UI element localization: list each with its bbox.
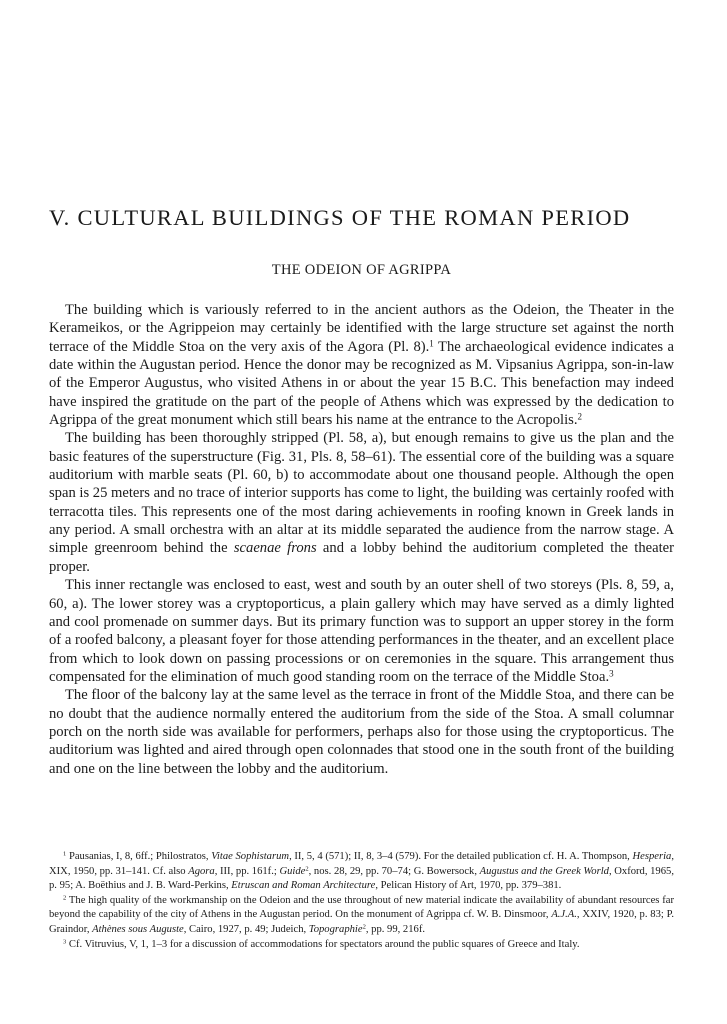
paragraph-2: The building has been thoroughly stripped (Pl. 58, a), but enough remains to give us the plan and the basic features of the superstructure (Fig. 31, Pls. 8, 58–61). The essential core of the building was a square auditorium with marble seats (Pl. 60, b) to accommodate about one thousand people. Although the open span is 25 meters and no trace of interior supports has come to light, the building was certainly roofed with terracotta tiles. This represents one of the most daring achievements in roofing known in Greek lands in any period. A small orchestra with an altar at its middle separated the audience from the narrow stage. A simple greenroom behind the scaenae frons and a lobby behind the auditorium completed the theater proper.: [49, 430, 674, 575]
footnote-1: $^1$ Pausanias, I, 8, 6ff.; Philostratos, Vitae Sophistarum, II, 5, 4 (571); II, 8, 3–4 (579). For the detailed publication cf. H. A. Thompson, Hesperia, XIX, 1950, pp. 31–141. Cf. also Agora, III, pp. 161f.; Guide$^2$, nos. 28, 29, pp. 70–74; G. Bowersock, Augustus and the Greek World, Oxford, 1965, p. 95; A. Boëthius and J. B. Ward-Perkins, Etruscan and Roman Architecture, Pelican History of Art, 1970, pp. 379–381.: [49, 850, 674, 892]
chapter-title: V. CULTURAL BUILDINGS OF THE ROMAN PERIOD: [49, 205, 631, 230]
footnote-ref-1[interactable]: 1: [429, 338, 434, 349]
footnotes: [49, 850, 674, 952]
paragraph-4: The floor of the balcony lay at the same level as the terrace in front of the Middle Stoa, and there can be no doubt that the audience normally entered the auditorium from the side of the Stoa. A small columnar porch on the north side was available for performers, perhaps also for those using the cryptoporticus. The auditorium was lighted and aired through open colonnades that stood one in the south front of the building and one on the line between the lobby and the auditorium.: [49, 687, 674, 777]
body-text: [49, 301, 674, 778]
paragraph-1: The building which is variously referred to in the ancient authors as the Odeion, the Theater in the Kerameikos, or the Agrippeion may certainly be identified with the large structure set against the north terrace of the Middle Stoa on the very axis of the Agora (Pl. 8).$^1$ The archaeological evidence indicates a date within the Augustan period. Hence the donor may be recognized as M. Vipsanius Agrippa, son-in-law of the Emperor Augustus, who visited Athens in or about the year 15 B.C. This benefaction may indeed have inspired the gratitude on the part of the people of Athens which was expressed by the dedication to Agrippa of the great monument which still bears his name at the entrance to the Acropolis.$^2$: [49, 302, 674, 429]
section-title: THE ODEION OF AGRIPPA: [271, 262, 452, 278]
footnote-2: $^2$ The high quality of the workmanship on the Odeion and the use throughout of new material indicate the availability of abundant resources far beyond the capability of the city of Athens in the Augustan period. On the monument of Agrippa cf. W. B. Dinsmoor, A.J.A., XXIV, 1920, p. 83; P. Graindor, Athènes sous Auguste, Cairo, 1927, p. 49; Judeich, Topographie$^2$, pp. 99, 216f.: [49, 894, 674, 935]
footnote-ref-2[interactable]: 2: [577, 411, 582, 422]
footnote-ref-3[interactable]: 3: [609, 668, 614, 679]
paragraph-3: This inner rectangle was enclosed to east, west and south by an outer shell of two storeys (Pls. 8, 59, a, 60, a). The lower storey was a cryptoporticus, a plain gallery which may have served as a dimly lighted and cool promenade on summer days. But its primary function was to support an upper storey in the form of a roofed balcony, a pleasant foyer for those attending performances in the theater, and an excellent place from which to look down on passing processions or on ceremonies in the square. This arrangement thus compensated for the elimination of much good standing room on the terrace of the Middle Stoa.$^3$: [49, 577, 674, 685]
footnote-3: $^3$ Cf. Vitruvius, V, 1, 1–3 for a discussion of accommodations for spectators around the public squares of Greece and Italy.: [63, 938, 580, 950]
